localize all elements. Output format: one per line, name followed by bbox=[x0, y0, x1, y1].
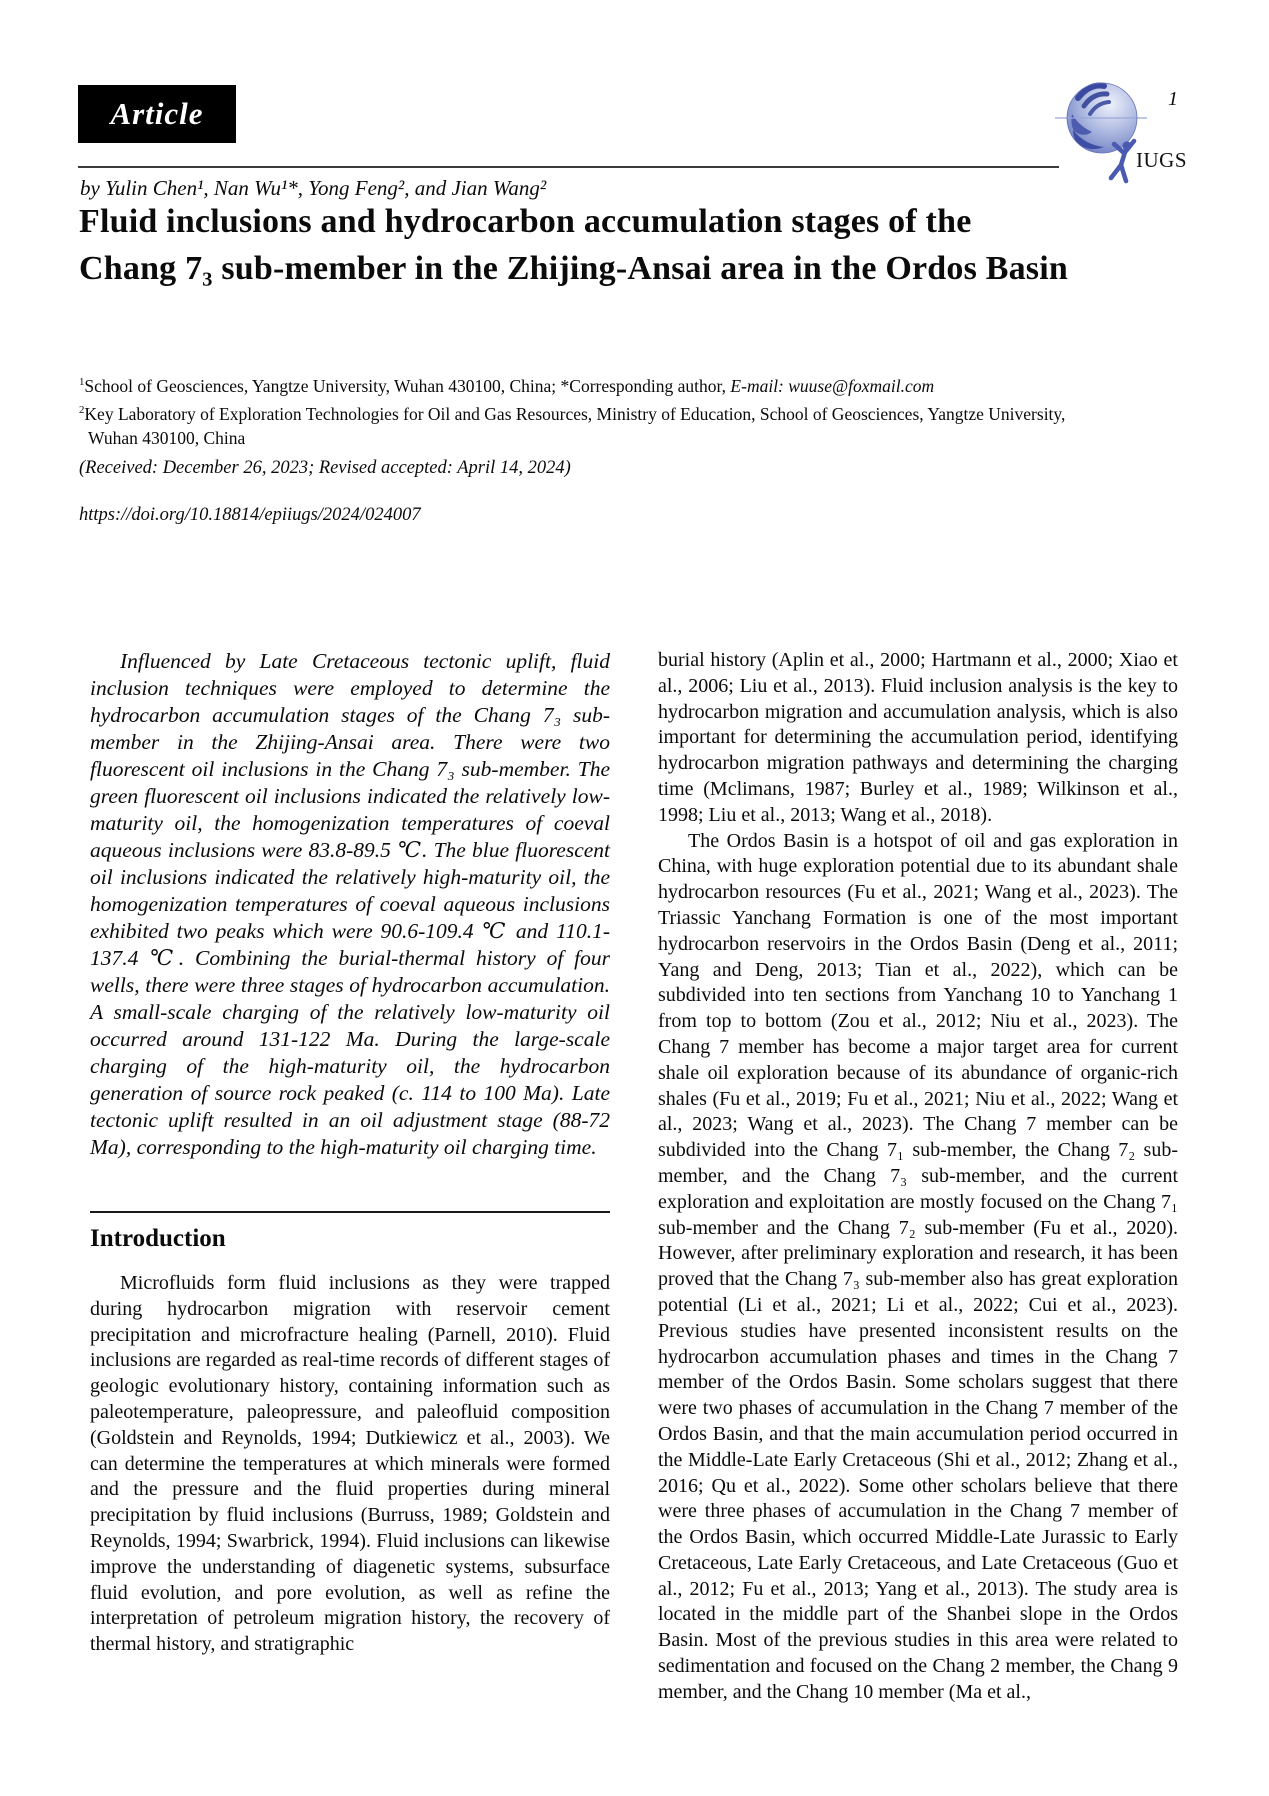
page-number: 1 bbox=[1168, 88, 1178, 110]
affiliation-2 bbox=[79, 398, 1083, 450]
header-rule bbox=[78, 166, 1059, 168]
affiliation-1 bbox=[79, 370, 1083, 398]
affiliations bbox=[79, 370, 1083, 450]
affiliation-1-marker: 1 bbox=[79, 376, 85, 388]
right-column bbox=[658, 648, 1178, 1706]
received-dates: (Received: December 26, 2023; Revised accepted: April 14, 2024) bbox=[79, 458, 571, 478]
body-columns bbox=[90, 648, 1178, 1706]
affiliation-1-text: School of Geosciences, Yangtze University, Wuhan 430100, China; *Corresponding author, bbox=[84, 375, 731, 396]
continuation-paragraph: burial history (Aplin et al., 2000; Hartmann et al., 2000; Xiao et al., 2006; Liu et al., 2013). Fluid inclusion analysis is the key to hydrocarbon migration and accumulation analysis, which is also important for determining the accumulation period, identifying hydrocarbon migration pathways and determining the charging time (Mclimans, 1987; Burley et al., 1989; Wilkinson et al., 1998; Liu et al., 2013; Wang et al., 2018). bbox=[658, 649, 1178, 826]
introduction-paragraph: Microfluids form fluid inclusions as they were trapped during hydrocarbon migration with reservoir cement precipitation and microfracture healing (Parnell, 2010). Fluid inclusions are regarded as real-time records of different stages of geologic evolutionary history, containing information such as paleotemperature, paleopressure, and paleofluid composition (Goldstein and Reynolds, 1994; Dutkiewicz et al., 2003). We can determine the temperatures at which minerals were formed and the pressure and the fluid properties during mineral precipitation by fluid inclusions (Burruss, 1989; Goldstein and Reynolds, 1994; Swarbrick, 1994). Fluid inclusions can likewise improve the understanding of diagenetic systems, subsurface fluid evolution, and pore evolution, as well as refine the interpretation of petroleum migration history, the recovery of thermal history, and stratigraphic bbox=[90, 1272, 610, 1656]
introduction-heading: Introduction bbox=[90, 1225, 226, 1252]
atlas-figure-icon bbox=[1111, 141, 1134, 181]
abstract-paragraph: Influenced by Late Cretaceous tectonic uplift, fluid inclusion techniques were employed to determine the hydrocarbon accumulation stages of the Chang 7₃ sub-member in the Zhijing-Ansai area. There were two fluorescent oil inclusions in the Chang 7₃ sub-member. The green fluorescent oil inclusions indicated the relatively low-maturity oil, the homogenization temperatures of coeval aqueous inclusions were 83.8-89.5 ℃. The blue fluorescent oil inclusions indicated the relatively high-maturity oil, the homogenization temperatures of coeval aqueous inclusions exhibited two peaks which were 90.6-109.4 ℃ and 110.1-137.4 ℃. Combining the burial-thermal history of four wells, there were three stages of hydrocarbon accumulation. A small-scale charging of the relatively low-maturity oil occurred around 131-122 Ma. During the large-scale charging of the high-maturity oil, the hydrocarbon generation of source rock peaked (c. 114 to 100 Ma). Late tectonic uplift resulted in an oil adjustment stage (88-72 Ma), corresponding to the high-maturity oil charging time. bbox=[90, 649, 610, 1159]
article-type-badge: Article bbox=[78, 85, 236, 143]
doi-link[interactable]: https://doi.org/10.18814/epiiugs/2024/024007 bbox=[79, 505, 421, 525]
byline: by Yulin Chen¹, Nan Wu¹*, Yong Feng², and Jian Wang² bbox=[80, 176, 547, 200]
affiliation-2-marker: 2 bbox=[79, 403, 85, 416]
ordos-basin-paragraph: The Ordos Basin is a hotspot of oil and gas exploration in China, with huge exploration potential due to its abundant shale hydrocarbon resources (Fu et al., 2021; Wang et al., 2023). The Triassic Yanchang Formation is one of the most important hydrocarbon reservoirs in the Ordos Basin (Deng et al., 2011; Yang and Deng, 2013; Tian et al., 2022), which can be subdivided into ten sections from Yanchang 10 to Yanchang 1 from top to bottom (Zou et al., 2012; Niu et al., 2023). The Chang 7 member has become a major target area for current shale oil exploration because of its abundance of organic-rich shales (Fu et al., 2019; Fu et al., 2021; Niu et al., 2022; Wang et al., 2023; Wang et al., 2023). The Chang 7 member can be subdivided into the Chang 7₁ sub-member, the Chang 7₂ sub-member, and the Chang 7₃ sub-member, and the current exploration and exploitation are mostly focused on the Chang 7₁ sub-member and the Chang 7₂ sub-member (Fu et al., 2020). However, after preliminary exploration and research, it has been proved that the Chang 7₃ sub-member also has great exploration potential (Li et al., 2021; Li et al., 2022; Cui et al., 2023). Previous studies have presented inconsistent results on the hydrocarbon accumulation phases and times in the Chang 7 member of the Ordos Basin. Some scholars suggest that there were two phases of accumulation in the Chang 7 member of the Ordos Basin, and that the main accumulation period occurred in the Middle-Late Early Cretaceous (Shi et al., 2012; Zhang et al., 2016; Qu et al., 2022). Some other scholars believe that there were three phases of accumulation in the Chang 7 member of the Ordos Basin, which occurred Middle-Late Jurassic to Early Cretaceous, Late Early Cretaceous, and Late Cretaceous (Guo et al., 2012; Fu et al., 2013; Yang et al., 2013). The study area is located in the middle part of the Shanbei slope in the Ordos Basin. Most of the previous studies in this area were related to sedimentation and focused on the Chang 2 member, the Chang 9 member, and the Chang 10 member (Ma et al., bbox=[658, 829, 1178, 1703]
iugs-logo bbox=[1046, 74, 1196, 192]
affiliation-2-text: Key Laboratory of Exploration Technologies for Oil and Gas Resources, Ministry of Education, School of Geosciences, Yangtze University, Wuhan 430100, China bbox=[84, 403, 1066, 448]
corresponding-author-email[interactable]: E-mail: wuuse@foxmail.com bbox=[730, 375, 935, 396]
paper-title: Fluid inclusions and hydrocarbon accumulation stages of the Chang 7₃ sub-member in the Zhijing-Ansai area in the Ordos Basin bbox=[79, 203, 1068, 287]
section-divider-rule bbox=[90, 1211, 610, 1213]
left-column bbox=[90, 648, 610, 1706]
logo-wordmark: IUGS bbox=[1136, 148, 1188, 172]
